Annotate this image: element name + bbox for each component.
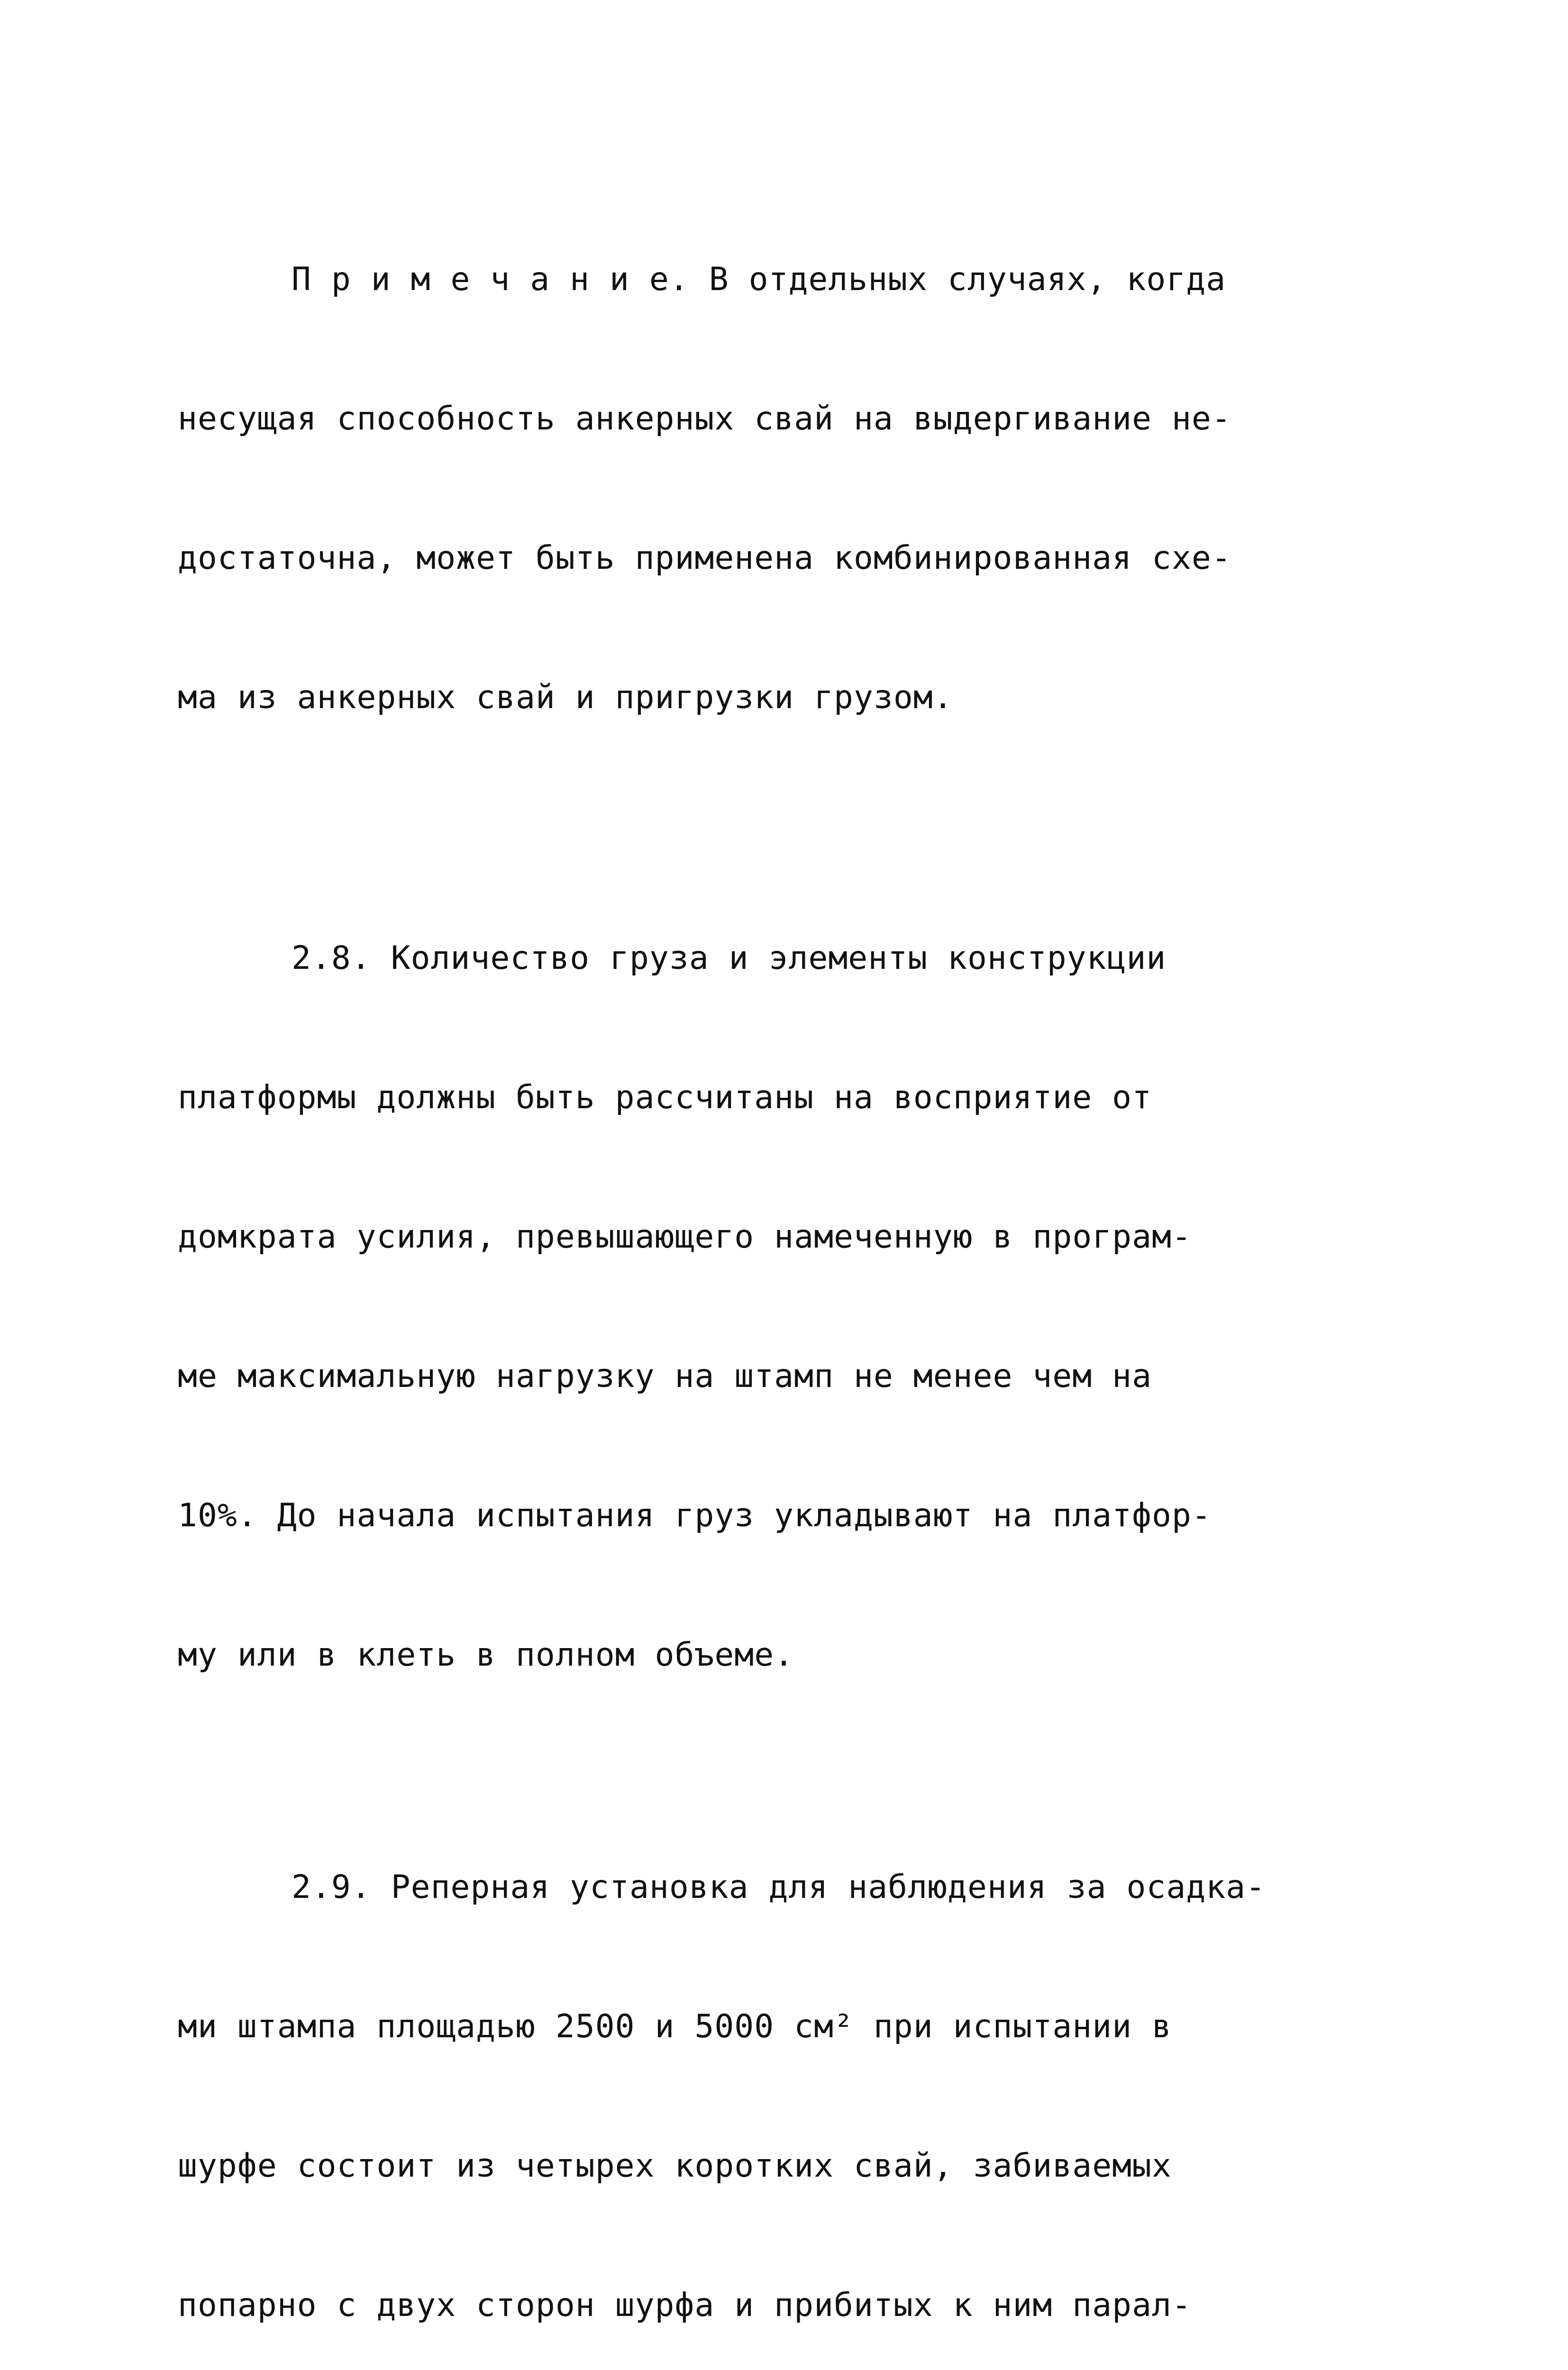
- document-body: [178, 164, 1405, 2370]
- text-line: ми штампа площадью 2500 и 5000 см² при испытании в: [178, 2008, 1172, 2045]
- text-line: 10%. До начала испытания груз укладывают на платфор-: [178, 1497, 1212, 1534]
- section-2-8-paragraph: [178, 842, 1405, 1771]
- text-line: ма из анкерных свай и пригрузки грузом.: [178, 679, 953, 716]
- paragraph-gap: [178, 814, 1405, 842]
- text-line: попарно с двух сторон шурфа и прибитых к ним парал-: [178, 2287, 1192, 2324]
- text-line: ме максимальную нагрузку на штамп не менее чем на: [178, 1358, 1152, 1395]
- text-line: достаточна, может быть применена комбинированная схе-: [178, 539, 1231, 577]
- text-line: домкрата усилия, превышающего намеченную в програм-: [178, 1218, 1192, 1256]
- note-paragraph-1: [178, 164, 1405, 814]
- section-2-9-paragraph: [178, 1771, 1405, 2370]
- text-line: 2.8. Количество груза и элементы конструкции: [292, 939, 1167, 977]
- text-line: платформы должны быть рассчитаны на восприятие от: [178, 1079, 1152, 1116]
- text-line: 2.9. Реперная установка для наблюдения за осадка-: [292, 1869, 1266, 1906]
- text-line: П р и м е ч а н и е. В отдельных случаях, когда: [292, 261, 1226, 298]
- text-line: несущая способность анкерных свай на выдергивание не-: [178, 400, 1231, 438]
- text-line: му или в клеть в полном объеме.: [178, 1636, 794, 1674]
- text-line: шурфе состоит из четырех коротких свай, забиваемых: [178, 2147, 1172, 2185]
